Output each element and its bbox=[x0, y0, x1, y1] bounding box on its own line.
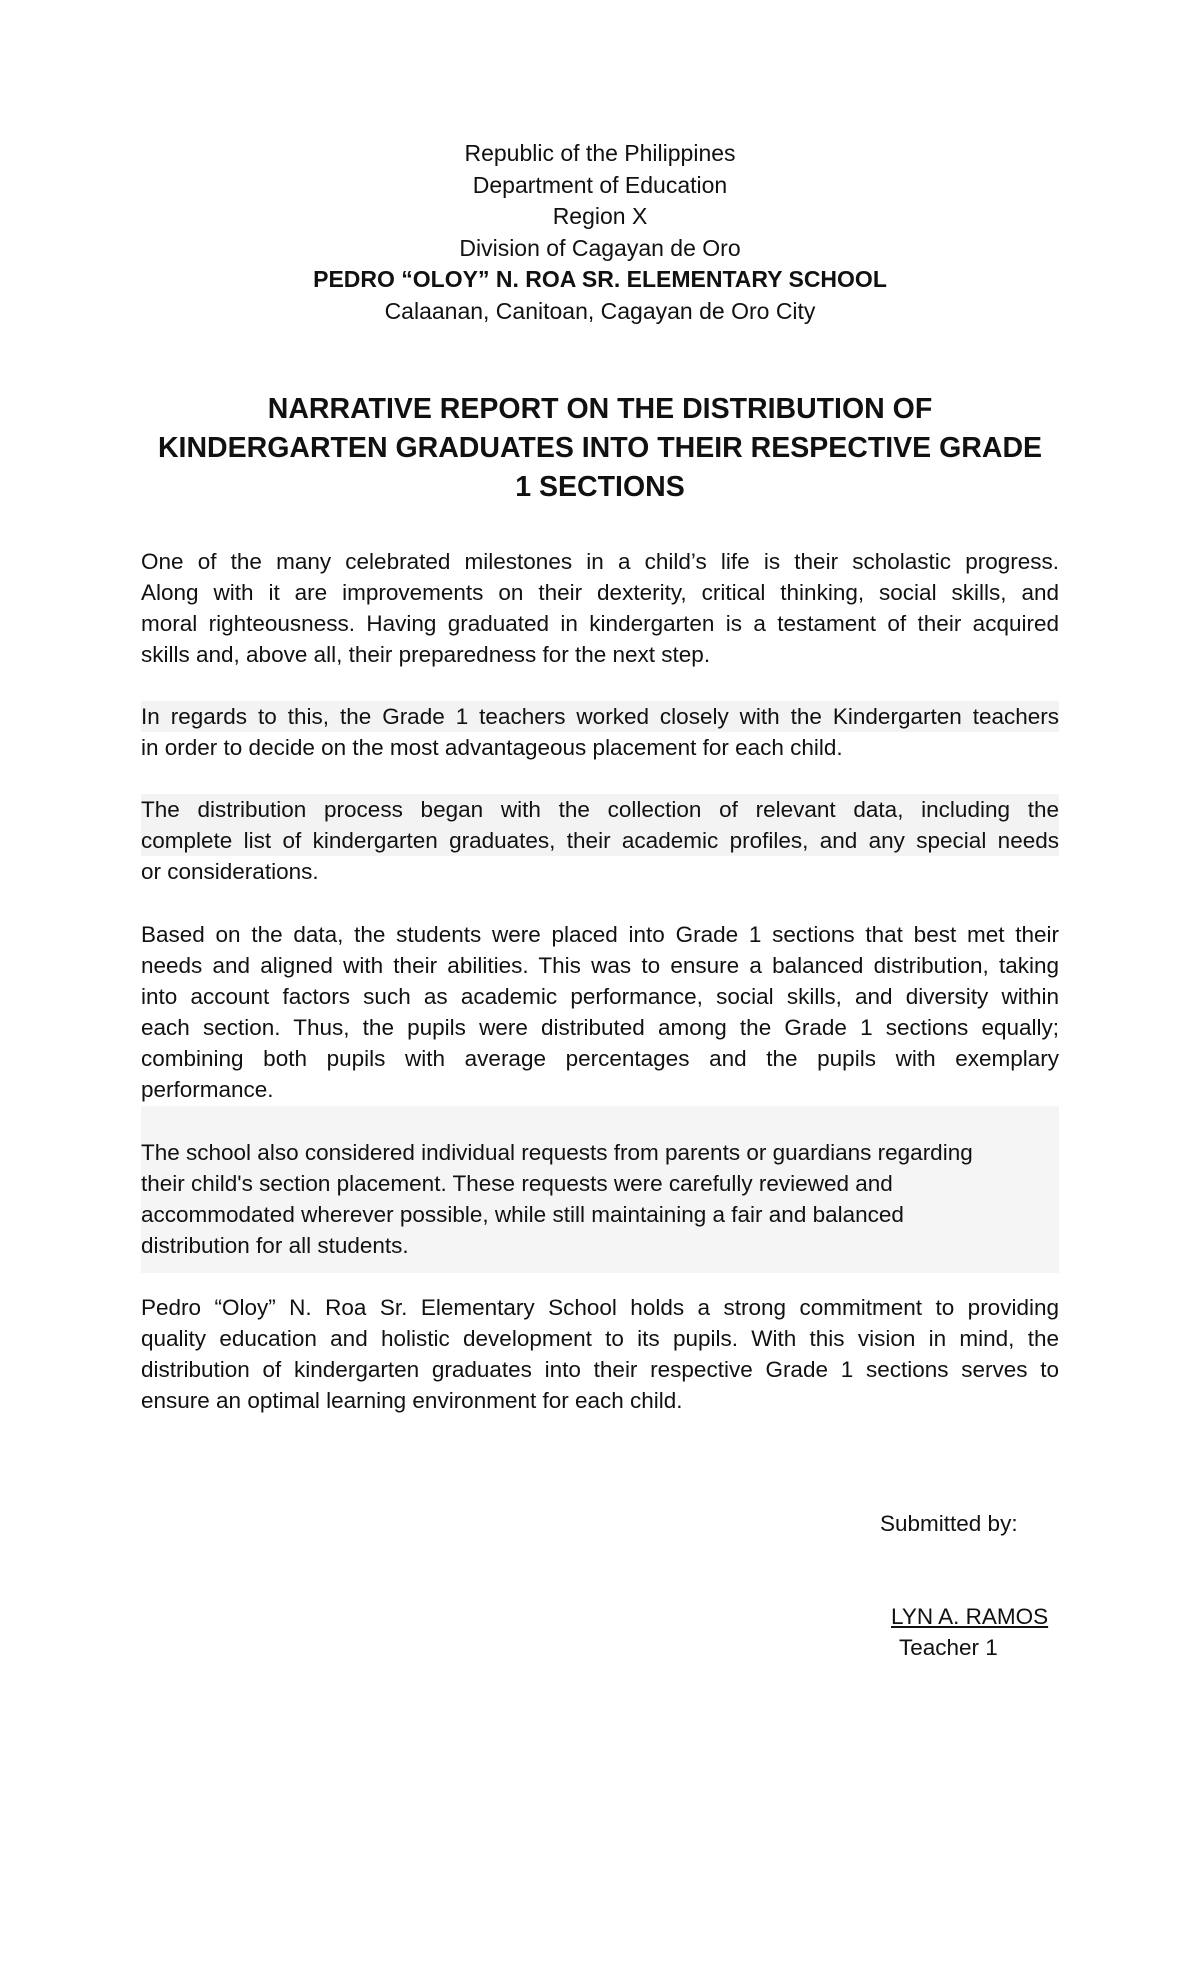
paragraph-parent-requests bbox=[141, 1106, 1059, 1273]
letterhead-division: Division of Cagayan de Oro bbox=[459, 234, 741, 261]
paragraph-line: or considerations. bbox=[141, 859, 319, 884]
signatory-position: Teacher 1 bbox=[899, 1635, 998, 1660]
paragraph-line: distribution for all students. bbox=[141, 1233, 409, 1258]
letterhead-republic: Republic of the Philippines bbox=[464, 140, 736, 166]
paragraph-line: performance. bbox=[141, 1077, 274, 1102]
paragraph-data-collection bbox=[141, 794, 1059, 887]
paragraph-line: One of the many celebrated milestones in a child’s life is their scholastic progress. bbox=[141, 549, 1059, 574]
letterhead bbox=[0, 138, 1200, 327]
paragraph-line: The school also considered individual requests from parents or guardians regarding bbox=[141, 1140, 973, 1165]
paragraph-line: Pedro “Oloy” N. Roa Sr. Elementary School holds a strong commitment to providing bbox=[141, 1295, 1059, 1320]
paragraph-line: into account factors such as academic performance, social skills, and diversity within bbox=[141, 984, 1059, 1009]
paragraph-line: accommodated wherever possible, while still maintaining a fair and balanced bbox=[141, 1202, 904, 1227]
paragraph-line: Based on the data, the students were placed into Grade 1 sections that best met their bbox=[141, 922, 1059, 947]
paragraph-line: The distribution process began with the collection of relevant data, including the bbox=[141, 794, 1059, 825]
report-title-line: KINDERGARTEN GRADUATES INTO THEIR RESPECTIVE GRADE bbox=[157, 432, 1043, 464]
paragraph-line: ensure an optimal learning environment for each child. bbox=[141, 1388, 683, 1413]
submitted-by-label: Submitted by: bbox=[880, 1511, 1018, 1536]
paragraph-line: their child's section placement. These requests were carefully reviewed and bbox=[141, 1171, 893, 1196]
paragraph-collaboration bbox=[141, 701, 1059, 763]
report-title bbox=[140, 390, 1060, 507]
report-title-line: 1 SECTIONS bbox=[515, 471, 685, 503]
paragraph-line: needs and aligned with their abilities. This was to ensure a balanced distribution, taking bbox=[141, 953, 1059, 978]
paragraph-line: combining both pupils with average percentages and the pupils with exemplary bbox=[141, 1046, 1059, 1071]
paragraph-line: complete list of kindergarten graduates, their academic profiles, and any special needs bbox=[141, 825, 1059, 856]
paragraph-line: skills and, above all, their preparedness for the next step. bbox=[141, 642, 711, 667]
paragraph-placement bbox=[141, 919, 1059, 1105]
paragraph-line: Along with it are improvements on their dexterity, critical thinking, social skills, and bbox=[141, 580, 1059, 605]
paragraph-line: distribution of kindergarten graduates into their respective Grade 1 sections serves to bbox=[141, 1357, 1059, 1382]
letterhead-department: Department of Education bbox=[472, 171, 728, 198]
letterhead-school-name: PEDRO “OLOY” N. ROA SR. ELEMENTARY SCHOOL bbox=[313, 266, 887, 292]
paragraph-commitment bbox=[141, 1292, 1059, 1416]
paragraph-line: quality education and holistic development to its pupils. With this vision in mind, the bbox=[141, 1326, 1059, 1351]
paragraph-line: each section. Thus, the pupils were distributed among the Grade 1 sections equally; bbox=[141, 1015, 1059, 1040]
paragraph-line: in order to decide on the most advantageous placement for each child. bbox=[141, 735, 843, 760]
signatory-name: LYN A. RAMOS bbox=[891, 1604, 1049, 1629]
paragraph-line: moral righteousness. Having graduated in kindergarten is a testament of their acquired bbox=[141, 611, 1059, 636]
paragraph-line: In regards to this, the Grade 1 teachers worked closely with the Kindergarten teachers bbox=[141, 701, 1059, 732]
letterhead-address: Calaanan, Canitoan, Cagayan de Oro City bbox=[384, 297, 816, 324]
paragraph-milestones bbox=[141, 546, 1059, 670]
letterhead-region: Region X bbox=[552, 203, 648, 229]
report-title-line: NARRATIVE REPORT ON THE DISTRIBUTION OF bbox=[267, 393, 933, 425]
